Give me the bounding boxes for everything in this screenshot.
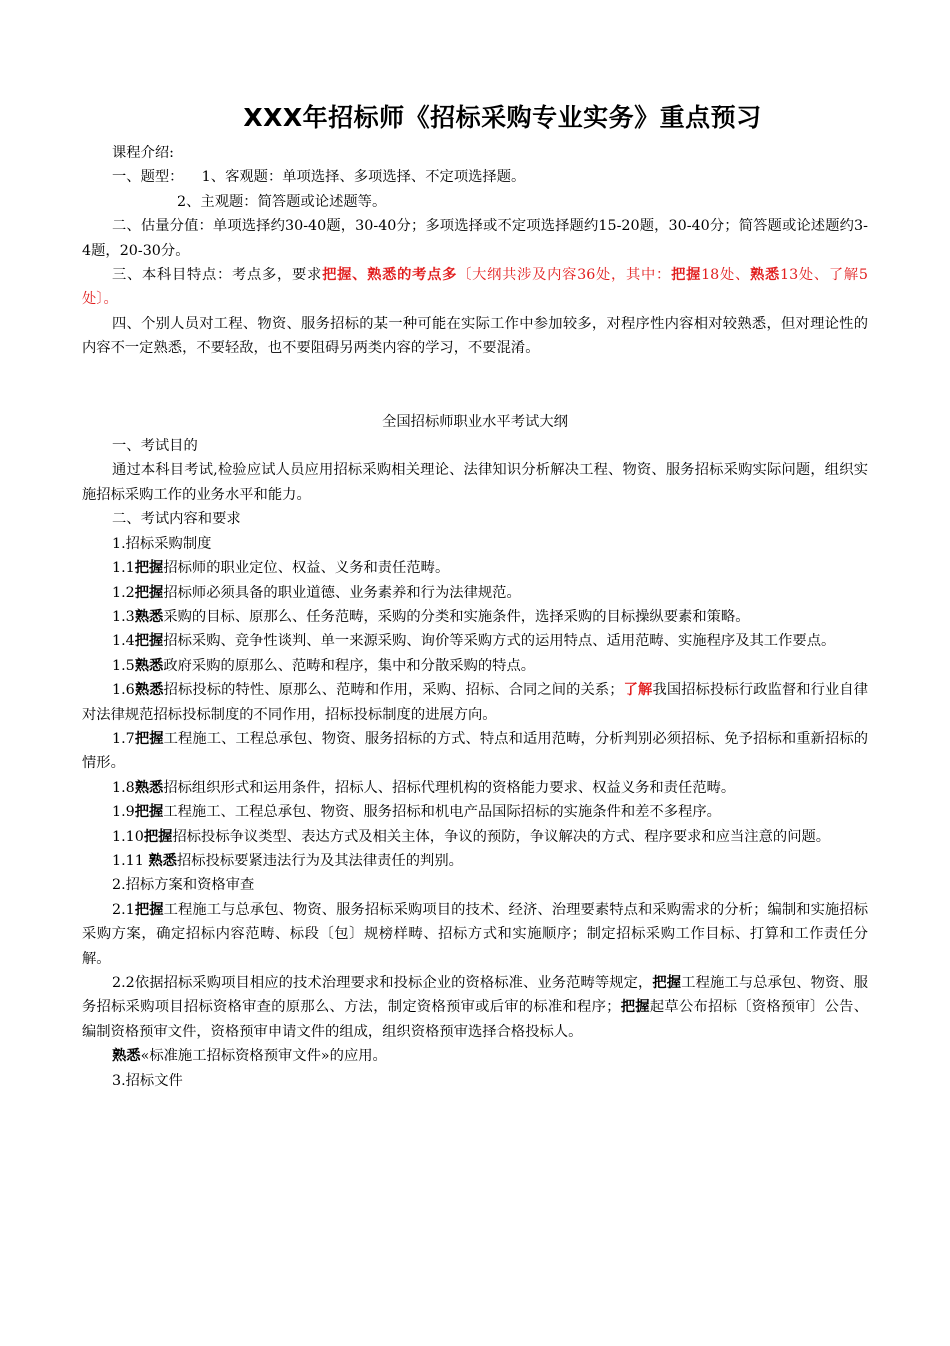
outline-section-1: 一、考试目的 — [112, 438, 198, 455]
outline-item-1-2: 1.2把握招标师必须具备的职业道德、业务素养和行为法律规范。 — [112, 584, 521, 601]
outline-item-1-10: 1.10把握招标投标争议类型、表达方式及相关主体，争议的预防，争议解决的方式、程序要求和应当注意的问题。 — [112, 828, 831, 845]
outline-item-1-11: 1.11 熟悉招标投标要紧违法行为及其法律责任的判别。 — [112, 852, 463, 869]
outline-item-2-2: 2.2依据招标采购项目相应的技术治理要求和投标企业的资格标准、业务范畴等规定，把握工程施工与总承包、物资、服务招标采购项目招标资格审查的原那么、方法，制定资格预审或后审的标准和程序；把握起草公布招标〔资格预审〕公告、编制资格预审文件，资格预审申请文件的组成，组织资格预审选择合格投标人。 — [82, 975, 869, 1040]
intro-feature: 三、本科目特点：考点多，要求把握、熟悉的考点多〔大纲共涉及内容36处，其中：把握18处、熟悉13处、了解5处〕。 — [82, 267, 869, 308]
outline-item-1-1: 1.1把握招标师的职业定位、权益、义务和责任范畴。 — [112, 560, 450, 577]
section-gap — [82, 361, 868, 410]
outline-item-1-7: 1.7把握工程施工、工程总承包、物资、服务招标的方式、特点和适用范畴，分析判别必须招标、免予招标和重新招标的情形。 — [82, 730, 869, 772]
outline-item-1-5: 1.5熟悉政府采购的原那么、范畴和程序，集中和分散采购的特点。 — [112, 657, 536, 674]
outline-item-2-1: 2.1把握工程施工与总承包、物资、服务招标采购项目的技术、经济、治理要素特点和采购需求的分析；编制和实施招标采购方案，确定招标内容范畴、标段〔包〕规榜样畴、招标方式和实施顺序；制定招标采购工作目标、打算和工作责任分解。 — [82, 901, 869, 967]
outline-item-1-8: 1.8熟悉招标组织形式和运用条件，招标人、招标代理机构的资格能力要求、权益义务和责任范畴。 — [112, 779, 736, 796]
intro-question-type: 一、题型： 1、客观题：单项选择、多项选择、不定项选择题。 — [112, 169, 526, 186]
outline-item-1-6: 1.6熟悉招标投标的特性、原那么、范畴和作用，采购、招标、合同之间的关系；了解我国招标投标行政监督和行业自律对法律规范招标投标制度的不同作用，招标投标制度的进展方向。 — [82, 682, 869, 723]
intro-heading: 课程介绍: — [112, 145, 175, 161]
document-body — [82, 141, 868, 1093]
outline-chapter-3: 3.招标文件 — [112, 1072, 183, 1089]
outline-section-1-text: 通过本科目考试,检验应试人员应用招标采购相关理论、法律知识分析解决工程、物资、服务招标采购实际问题，组织实施招标采购工作的业务水平和能力。 — [82, 462, 868, 503]
intro-advice: 四、个别人员对工程、物资、服务招标的某一种可能在实际工作中参加较多，对程序性内容相对较熟悉，但对理论性的内容不一定熟悉，不要轻敌，也不要阻碍另两类内容的学习，不要混淆。 — [82, 315, 868, 357]
outline-section-2: 二、考试内容和要求 — [112, 511, 241, 528]
outline-item-1-3: 1.3熟悉采购的目标、原那么、任务范畴，采购的分类和实施条件，选择采购的目标操纵要素和策略。 — [112, 608, 750, 625]
outline-heading: 全国招标师职业水平考试大纲 — [382, 413, 568, 430]
outline-item-1-9: 1.9把握工程施工、工程总承包、物资、服务招标和机电产品国际招标的实施条件和差不多程序。 — [112, 804, 721, 821]
intro-question-type-2: 2、主观题：简答题或论述题等。 — [177, 193, 387, 210]
intro-score: 二、估量分值：单项选择约30-40题，30-40分；多项选择或不定项选择题约15-20题，30-40分；简答题或论述题约3-4题，20-30分。 — [82, 218, 868, 259]
document-title: XXX年招标师《招标采购专业实务》重点预习 — [243, 103, 762, 132]
outline-chapter-1: 1.招标采购制度 — [112, 535, 212, 552]
outline-item-2-3: 熟悉«标准施工招标资格预审文件»的应用。 — [112, 1048, 387, 1065]
outline-item-1-4: 1.4把握招标采购、竞争性谈判、单一来源采购、询价等采购方式的运用特点、适用范畴、实施程序及其工作要点。 — [112, 633, 836, 650]
outline-chapter-2: 2.招标方案和资格审查 — [112, 877, 255, 894]
